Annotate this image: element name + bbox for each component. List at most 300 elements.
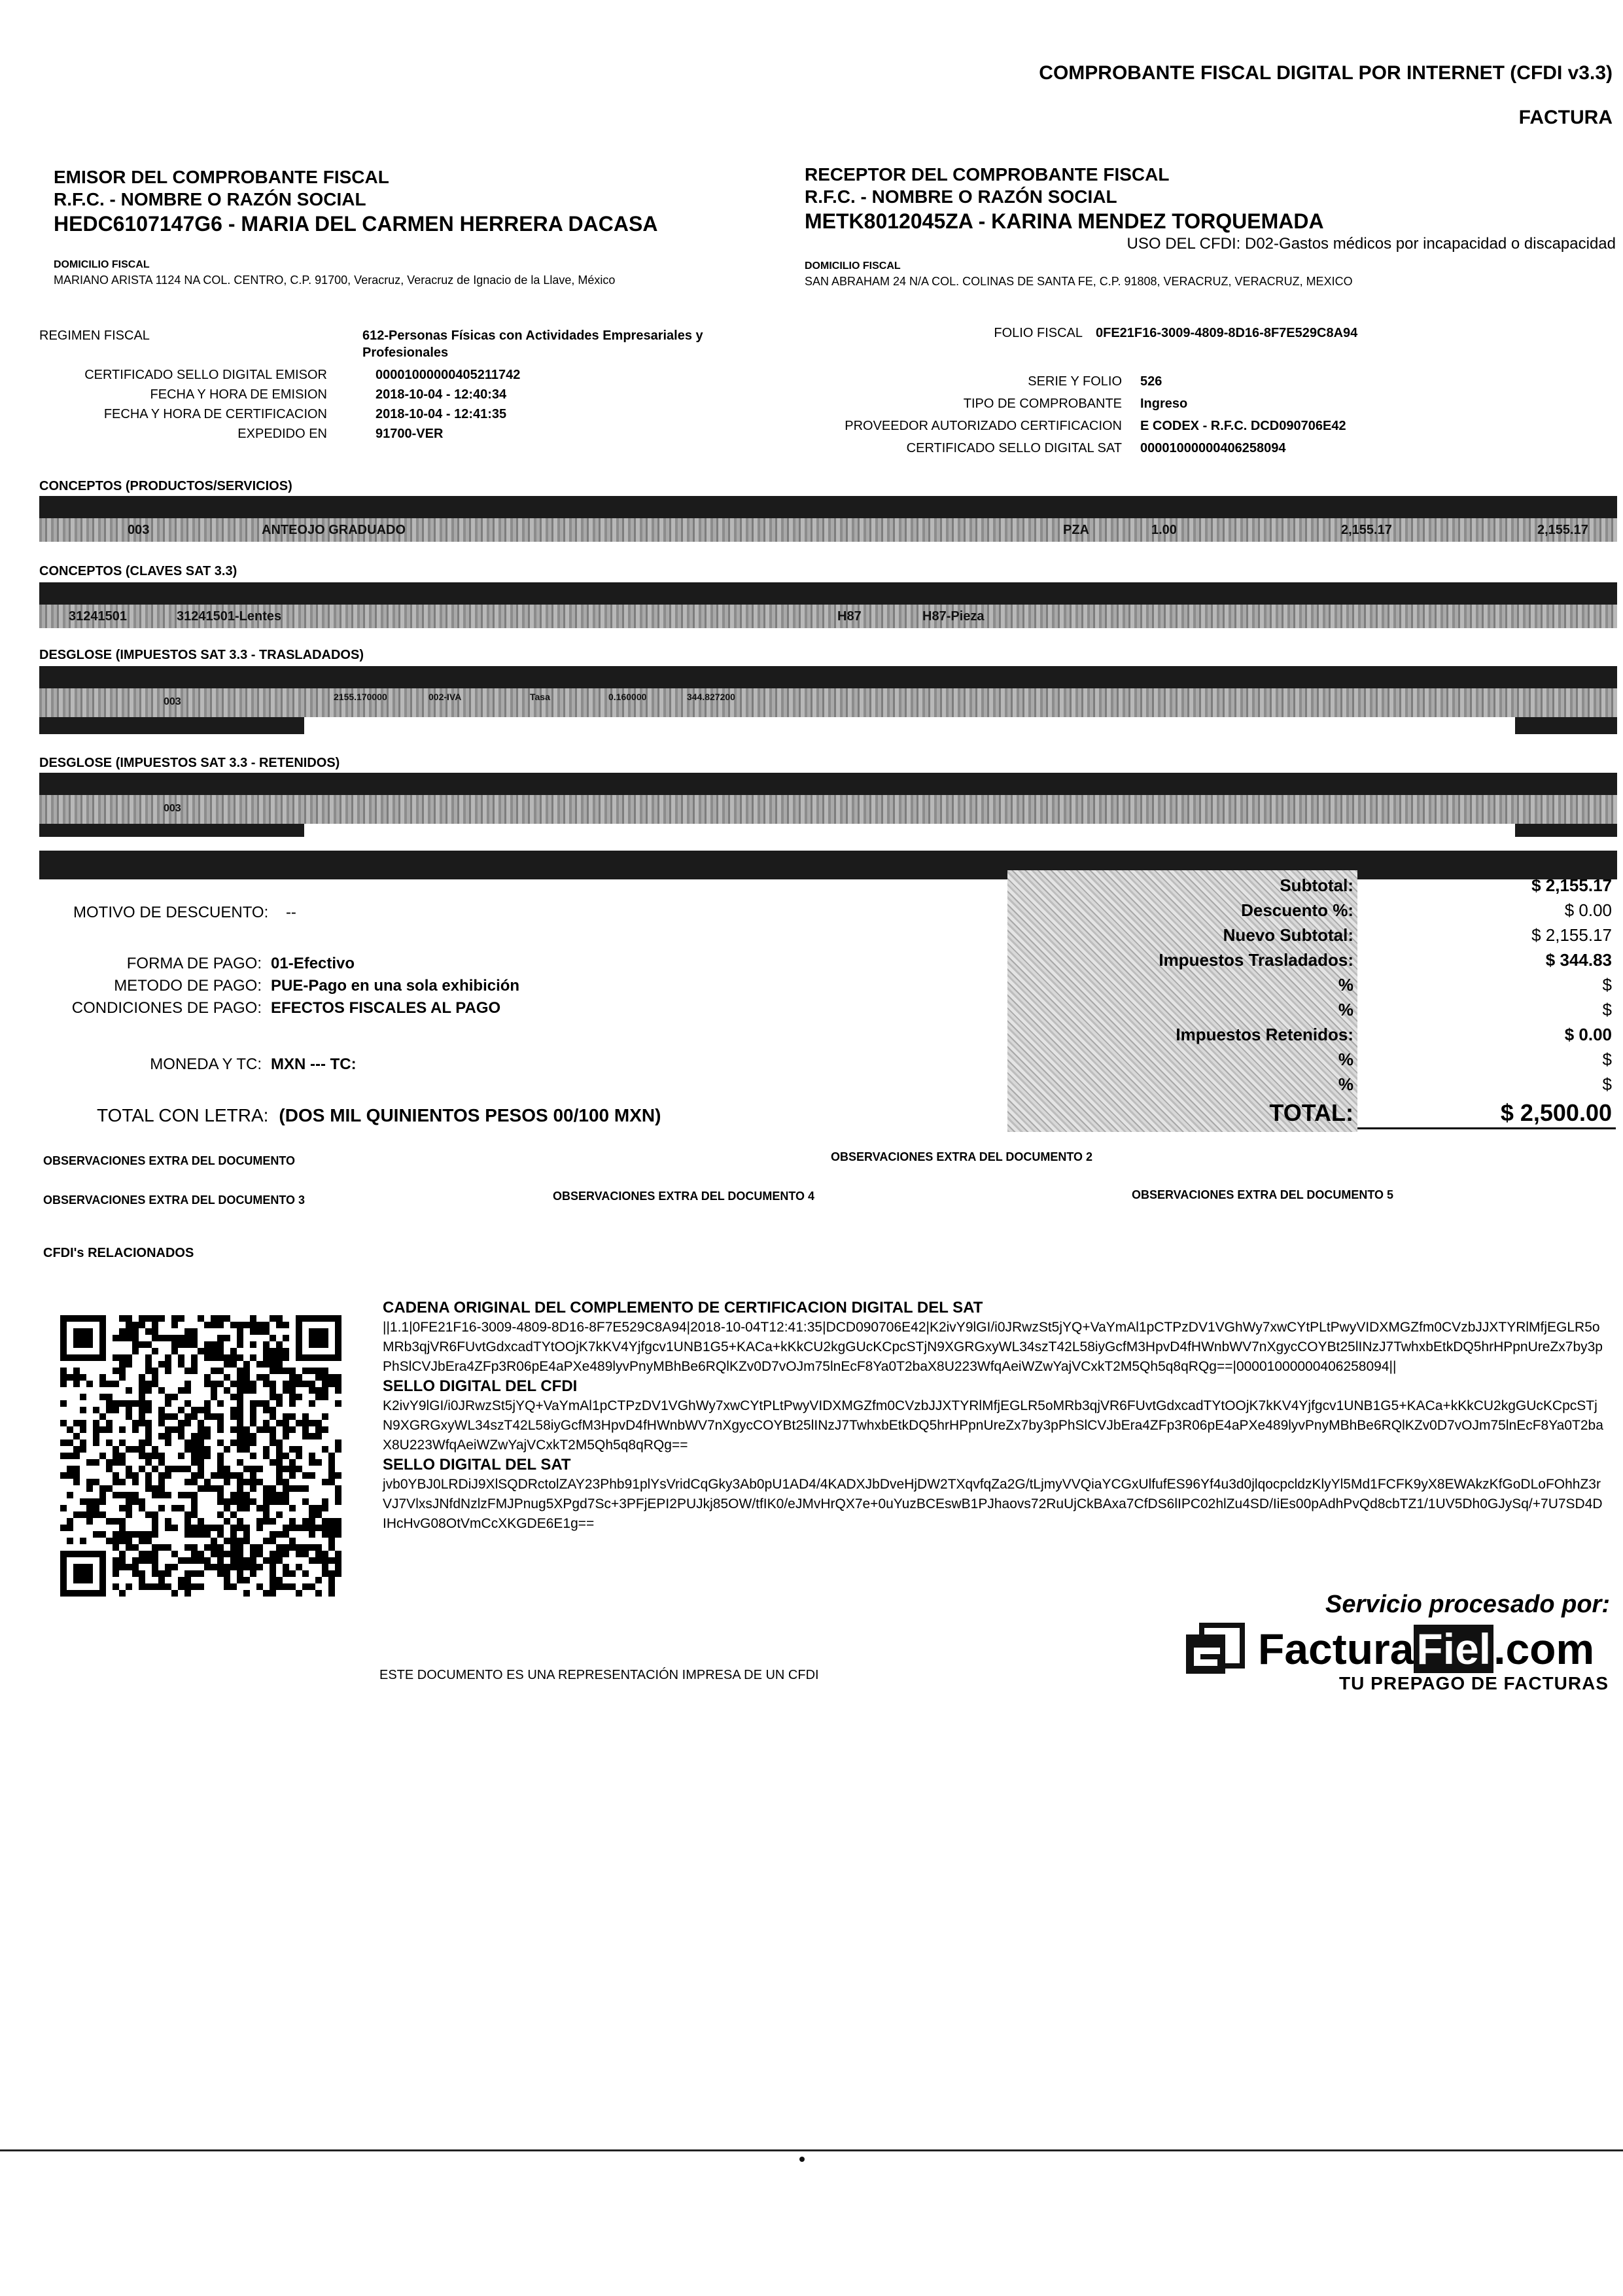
receptor-field-row [759,325,1616,373]
qr-module [204,1374,211,1381]
qr-module [322,1570,328,1577]
qr-module [276,1446,283,1453]
qr-module [178,1466,184,1472]
qr-module [126,1472,132,1479]
qr-module [289,1394,296,1400]
retenido-code: 003 [164,803,181,814]
qr-module [237,1433,243,1439]
qr-module [302,1485,309,1492]
metodo-label: METODO DE PAGO: [114,977,262,995]
qr-module [204,1400,211,1407]
totales-value: $ 344.83 [1545,950,1612,970]
qr-module [328,1472,335,1479]
qr-module [250,1466,256,1472]
qr-module [152,1511,158,1518]
qr-module [204,1426,211,1433]
qr-module [263,1538,270,1544]
qr-module [93,1459,99,1466]
qr-module [302,1551,309,1557]
qr-module [113,1472,119,1479]
field-label: FOLIO FISCAL [994,326,1083,340]
qr-module [139,1413,145,1420]
qr-module [237,1420,243,1426]
receptor-field-row [759,395,1616,417]
receptor-field-row [759,373,1616,395]
qr-module [322,1387,328,1394]
qr-module [309,1459,315,1466]
field-label: FECHA Y HORA DE EMISION [150,387,327,402]
servicio-label: Servicio procesado por: [1325,1591,1610,1618]
qr-module [289,1368,296,1374]
qr-module [276,1492,283,1498]
qr-module [237,1492,243,1498]
qr-module [315,1374,322,1381]
moneda-row [39,1055,357,1074]
qr-module [224,1335,230,1341]
qr-module [224,1472,230,1479]
qr-module [93,1426,99,1433]
receptor-domicilio-label: DOMICILIO FISCAL [805,260,901,272]
qr-module [113,1354,119,1361]
qr-module [211,1315,217,1322]
qr-module [171,1348,178,1354]
clave-unidad: H87 [837,609,862,624]
qr-module [263,1485,270,1492]
qr-module [276,1348,283,1354]
qr-module [106,1485,113,1492]
qr-module [283,1479,289,1485]
qr-module [80,1420,86,1426]
retenidos-footer-left [39,824,304,837]
observaciones-3: OBSERVACIONES EXTRA DEL DOCUMENTO 3 [43,1193,305,1207]
qr-module [204,1322,211,1328]
sello-sat-label: SELLO DIGITAL DEL SAT [383,1456,571,1474]
logo-wordmark [1258,1625,1594,1672]
qr-module [119,1525,126,1531]
qr-module [217,1531,224,1538]
qr-module [309,1368,315,1374]
qr-module [119,1374,126,1381]
payment-fields [39,954,693,1021]
qr-module [145,1361,152,1368]
qr-module [237,1407,243,1413]
qr-module [309,1453,315,1459]
qr-module [302,1381,309,1387]
qr-module [86,1479,93,1485]
qr-module [67,1453,73,1459]
qr-module [198,1557,204,1564]
qr-module [230,1354,237,1361]
qr-module [289,1538,296,1544]
qr-module [250,1341,256,1348]
qr-module [119,1479,126,1485]
field-value: 526 [1140,374,1162,389]
qr-module [178,1315,184,1322]
qr-module [152,1583,158,1590]
qr-module [250,1551,256,1557]
qr-module [270,1518,276,1525]
qr-module [93,1531,99,1538]
qr-module [309,1433,315,1439]
total-value: $ 2,500.00 [1357,1097,1616,1129]
qr-module [270,1433,276,1439]
qr-module [237,1368,243,1374]
qr-module [237,1472,243,1479]
qr-module [171,1335,178,1341]
qr-module [250,1544,256,1551]
qr-module [93,1407,99,1413]
qr-module [276,1472,283,1479]
qr-module [243,1374,250,1381]
qr-module [328,1538,335,1544]
qr-module [243,1479,250,1485]
qr-module [99,1485,106,1492]
qr-module [217,1492,224,1498]
qr-module [165,1400,171,1407]
payment-row [39,976,693,998]
totales-label: % [1338,1050,1353,1069]
qr-module [171,1525,178,1531]
qr-module [302,1426,309,1433]
field-label: PROVEEDOR AUTORIZADO CERTIFICACION [845,419,1122,433]
qr-module [191,1511,198,1518]
qr-module [289,1426,296,1433]
qr-module [289,1459,296,1466]
qr-module [289,1466,296,1472]
qr-module [158,1387,165,1394]
qr-module [230,1544,237,1551]
qr-module [289,1583,296,1590]
qr-module [139,1315,145,1322]
qr-module [322,1394,328,1400]
qr-module [126,1335,132,1341]
qr-module [119,1492,126,1498]
qr-module [217,1453,224,1459]
qr-module [145,1420,152,1426]
qr-module [165,1413,171,1420]
qr-module [237,1394,243,1400]
field-label: TIPO DE COMPROBANTE [963,397,1122,411]
qr-module [250,1564,256,1570]
qr-module [224,1570,230,1577]
qr-module [296,1381,302,1387]
qr-module [315,1551,322,1557]
qr-module [322,1413,328,1420]
qr-module [204,1564,211,1570]
qr-module [113,1479,119,1485]
qr-module [93,1505,99,1511]
qr-module [178,1583,184,1590]
qr-module [80,1394,86,1400]
clave-prodserv: 31241501 [69,609,127,624]
qr-module [165,1354,171,1361]
qr-module [178,1577,184,1583]
qr-module [250,1407,256,1413]
qr-module [243,1577,250,1583]
qr-module [243,1505,250,1511]
qr-module [139,1439,145,1446]
traslado-tipo: Tasa [530,692,550,702]
qr-module [243,1492,250,1498]
qr-module [145,1557,152,1564]
qr-module [302,1570,309,1577]
qr-module [289,1413,296,1420]
qr-module [276,1544,283,1551]
qr-module [230,1551,237,1557]
qr-module [250,1400,256,1407]
qr-module [309,1557,315,1564]
qr-module [73,1446,80,1453]
field-value: 2018-10-04 - 12:41:35 [375,407,507,421]
qr-module [113,1381,119,1387]
qr-module [113,1518,119,1525]
qr-module [289,1472,296,1479]
qr-module [106,1394,113,1400]
traslados-footer-left [39,717,304,734]
field-value: E CODEX - R.F.C. DCD090706E42 [1140,419,1346,433]
qr-module [289,1544,296,1551]
qr-module [309,1518,315,1525]
qr-module [99,1453,106,1459]
totales-value: $ 0.00 [1564,1025,1612,1044]
qr-module [256,1328,263,1335]
qr-module [230,1348,237,1354]
qr-module [230,1525,237,1531]
qr-module [256,1426,263,1433]
qr-module [315,1394,322,1400]
qr-module [73,1328,93,1348]
qr-module [289,1387,296,1394]
qr-module [270,1583,276,1590]
qr-module [171,1394,178,1400]
qr-module [243,1426,250,1433]
qr-module [270,1531,276,1538]
qr-module [178,1420,184,1426]
qr-module [322,1505,328,1511]
qr-module [309,1387,315,1394]
qr-module [237,1551,243,1557]
qr-module [289,1485,296,1492]
qr-module [302,1413,309,1420]
qr-module [230,1381,237,1387]
qr-module [113,1492,119,1498]
qr-module [204,1485,211,1492]
qr-module [158,1479,165,1485]
qr-module [178,1387,184,1394]
qr-module [322,1518,328,1525]
qr-module [139,1557,145,1564]
qr-module [119,1557,126,1564]
qr-module [263,1498,270,1505]
retenidos-footer-right [1515,824,1617,837]
emisor-field-row [39,425,746,445]
qr-module [211,1544,217,1551]
qr-module [86,1518,93,1525]
qr-module [198,1570,204,1577]
qr-module [237,1570,243,1577]
qr-module [139,1453,145,1459]
qr-module [243,1387,250,1394]
qr-module [178,1341,184,1348]
qr-module [250,1420,256,1426]
qr-module [296,1394,302,1400]
qr-module [93,1479,99,1485]
qr-module [250,1322,256,1328]
qr-module [263,1361,270,1368]
qr-module [184,1479,191,1485]
qr-module [263,1511,270,1518]
qr-module [283,1466,289,1472]
qr-module [145,1551,152,1557]
cadena-label: CADENA ORIGINAL DEL COMPLEMENTO DE CERTIFICACION DIGITAL DEL SAT [383,1299,983,1316]
qr-module [217,1420,224,1426]
qr-module [198,1518,204,1525]
qr-module [126,1315,132,1322]
qr-module [283,1354,289,1361]
qr-module [211,1354,217,1361]
qr-module [230,1538,237,1544]
qr-module [243,1381,250,1387]
qr-module [171,1505,178,1511]
qr-module [99,1531,106,1538]
qr-module [204,1531,211,1538]
qr-module [67,1426,73,1433]
qr-module [165,1394,171,1400]
qr-module [217,1472,224,1479]
qr-module [165,1570,171,1577]
qr-module [139,1466,145,1472]
qr-module [60,1368,67,1374]
qr-module [217,1322,224,1328]
qr-module [99,1492,106,1498]
qr-module [158,1420,165,1426]
qr-module [217,1413,224,1420]
qr-module [126,1354,132,1361]
qr-module [217,1551,224,1557]
qr-module [217,1341,224,1348]
qr-module [315,1577,322,1583]
qr-module [315,1511,322,1518]
receptor-rfc-label: R.F.C. - NOMBRE O RAZÓN SOCIAL [805,186,1117,207]
qr-module [283,1335,289,1341]
qr-module [126,1505,132,1511]
qr-module [204,1453,211,1459]
qr-module [106,1439,113,1446]
totales-value: $ 2,155.17 [1531,875,1612,895]
emisor-field-row [39,327,746,366]
emisor-domicilio-label: DOMICILIO FISCAL [54,259,150,270]
qr-module [256,1400,263,1407]
qr-module [145,1453,152,1459]
qr-module [322,1368,328,1374]
qr-module [184,1492,191,1498]
qr-module [198,1420,204,1426]
qr-module [237,1538,243,1544]
qr-module [184,1368,191,1374]
qr-module [283,1485,289,1492]
qr-module [145,1472,152,1479]
qr-module [296,1374,302,1381]
qr-module [126,1328,132,1335]
qr-module [335,1525,341,1531]
qr-module [309,1583,315,1590]
qr-module [250,1387,256,1394]
qr-module [224,1564,230,1570]
qr-module [139,1394,145,1400]
qr-module [211,1538,217,1544]
qr-module [328,1544,335,1551]
qr-module [335,1492,341,1498]
qr-module [250,1485,256,1492]
qr-module [139,1400,145,1407]
qr-module [243,1368,250,1374]
field-label: CERTIFICADO SELLO DIGITAL EMISOR [84,368,327,382]
qr-module [315,1525,322,1531]
qr-module [243,1564,250,1570]
qr-module [224,1315,230,1322]
qr-module [270,1577,276,1583]
qr-module [191,1459,198,1466]
qr-module [191,1583,198,1590]
traslados-header-band [39,666,1617,688]
qr-module [152,1466,158,1472]
qr-module [322,1531,328,1538]
qr-module [139,1583,145,1590]
qr-code [60,1315,341,1597]
qr-module [270,1498,276,1505]
qr-module [243,1498,250,1505]
qr-module [237,1525,243,1531]
qr-module [335,1498,341,1505]
qr-module [256,1518,263,1525]
emisor-domicilio: MARIANO ARISTA 1124 NA COL. CENTRO, C.P. 91700, Veracruz, Veracruz de Ignacio de la Llave, México [54,274,616,287]
qr-module [263,1492,270,1498]
qr-module [309,1525,315,1531]
qr-module [224,1505,230,1511]
qr-module [145,1485,152,1492]
qr-module [178,1557,184,1564]
qr-module [152,1368,158,1374]
qr-module [198,1433,204,1439]
qr-module [113,1407,119,1413]
qr-module [191,1341,198,1348]
payment-row [39,954,693,976]
qr-module [198,1439,204,1446]
qr-module [80,1498,86,1505]
qr-module [263,1341,270,1348]
qr-module [191,1368,198,1374]
qr-module [335,1400,341,1407]
qr-module [126,1466,132,1472]
qr-module [289,1381,296,1387]
qr-module [139,1341,145,1348]
qr-module [322,1551,328,1557]
qr-module [165,1518,171,1525]
qr-module [276,1341,283,1348]
qr-module [237,1400,243,1407]
qr-module [224,1387,230,1394]
qr-module [93,1433,99,1439]
qr-module [152,1525,158,1531]
condiciones-label: CONDICIONES DE PAGO: [71,999,262,1017]
qr-module [191,1525,198,1531]
qr-module [283,1492,289,1498]
qr-module [263,1354,270,1361]
qr-module [126,1361,132,1368]
qr-module [178,1361,184,1368]
qr-module [158,1433,165,1439]
receptor-uso-cfdi: USO DEL CFDI: D02-Gastos médicos por incapacidad o discapacidad [1126,235,1616,253]
